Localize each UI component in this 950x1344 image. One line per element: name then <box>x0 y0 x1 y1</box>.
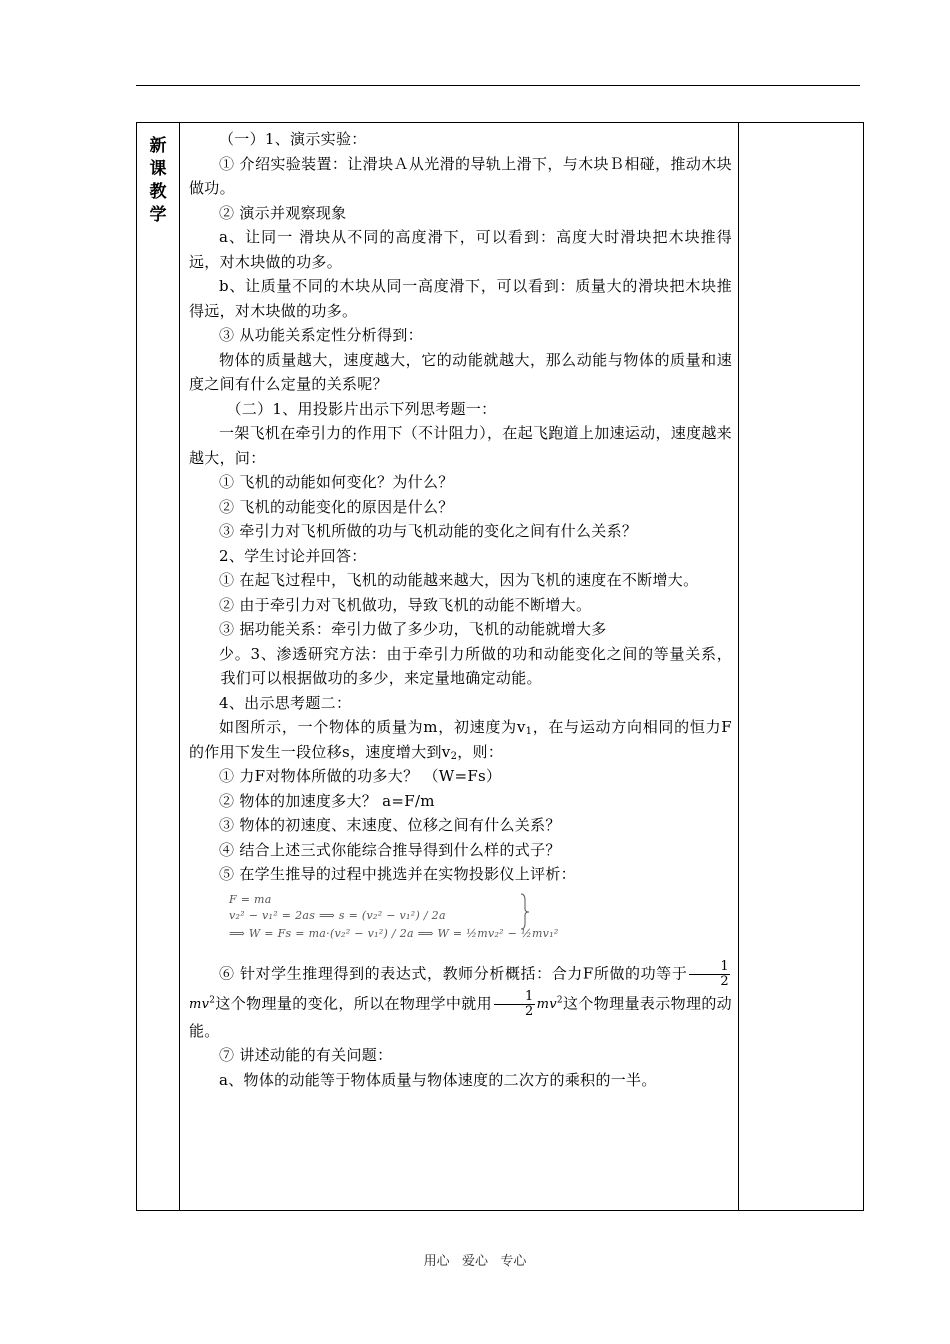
paragraph: ① 力F对物体所做的功多大？ （W=Fs） <box>219 767 502 785</box>
paragraph: 物体的质量越大，速度越大，它的动能就越大，那么动能与物体的质量和速度之间有什么定量的关系呢？ <box>189 350 732 393</box>
subscript: 2 <box>450 750 458 762</box>
paragraph: ③ 从功能关系定性分析得到： <box>219 326 423 344</box>
paragraph: ③ 牵引力对飞机所做的功与飞机动能的变化之间有什么关系？ <box>219 522 638 540</box>
mv-term: mv <box>189 997 210 1013</box>
paragraph: ③ 据功能关系：牵引力做了多少功，飞机的动能就增大多 <box>219 620 607 638</box>
paragraph: ⑦ 讲述动能的有关问题： <box>219 1046 393 1065</box>
paragraph: ① 在起飞过程中，飞机的动能越来越大，因为飞机的速度在不断增大。 <box>219 571 699 589</box>
problem-text: ，则： <box>457 742 504 761</box>
lesson-body <box>180 123 738 1098</box>
paragraph: ③ 物体的初速度、末速度、位移之间有什么关系？ <box>219 816 561 834</box>
conclusion-text: 这个物理量的变化，所以在物理学中就用 <box>215 994 493 1013</box>
notes-cell <box>739 123 864 1211</box>
paragraph: 2、学生讨论并回答： <box>219 546 367 565</box>
derivation-formula-image <box>225 891 705 941</box>
fraction-numerator: 1 <box>494 990 535 1005</box>
mv-squared <box>189 997 215 1012</box>
paragraph: ② 物体的加速度多大？ a=F/m <box>219 791 435 810</box>
paragraph: ② 演示并观察现象 <box>219 203 347 222</box>
paragraph: ② 由于牵引力对飞机做功，导致飞机的动能不断增大。 <box>219 595 592 614</box>
exponent: 2 <box>556 996 563 1006</box>
section-label: 新课教学 <box>149 136 167 225</box>
paragraph: ② 飞机的动能变化的原因是什么？ <box>219 497 454 516</box>
brace-mark <box>521 894 529 929</box>
page-footer: 用心 爱心 专心 <box>423 1254 527 1269</box>
paragraph: （二）1、用投影片出示下列思考题一： <box>226 399 497 418</box>
section-label-cell <box>137 123 180 1211</box>
fraction-numerator: 1 <box>689 960 730 975</box>
exponent: 2 <box>209 996 216 1006</box>
paragraph: 4、出示思考题二： <box>219 693 352 712</box>
paragraph: （一）1、演示实验： <box>219 130 367 148</box>
paragraph: 一架飞机在牵引力的作用下（不计阻力），在起飞跑道上加速运动，速度越来越大，问： <box>189 424 732 467</box>
subscript: 1 <box>525 726 533 737</box>
fraction-half <box>494 990 535 1019</box>
derivation-line: F = ma <box>229 892 272 906</box>
paragraph: 少。3、渗透研究方法：由于牵引力所做的功和动能变化之间的等量关系，我们可以根据做功的多少，来定量地确定动能。 <box>219 644 732 687</box>
header-rule <box>136 85 860 86</box>
fraction-denominator: 2 <box>720 974 729 989</box>
paragraph: ① 飞机的动能如何变化？为什么？ <box>219 473 454 491</box>
derivation-line: ⟹ W = Fs = ma·(v₂² − v₁²) / 2a ⟹ W = ½mv₂² − ½mv₁² <box>229 926 559 940</box>
lesson-table <box>136 122 864 1211</box>
problem-text: ，在与运动方向相同的恒力F的作用下发生一段位移s，速度增大到v <box>189 718 732 761</box>
problem-2-statement <box>189 715 732 764</box>
derivation-line: v₂² − v₁² = 2as ⟹ s = (v₂² − v₁²) / 2a <box>229 908 446 922</box>
fraction-half <box>689 960 730 989</box>
fraction-denominator: 2 <box>525 1003 534 1019</box>
paragraph: a、物体的动能等于物体质量与物体速度的二次方的乘积的一半。 <box>219 1070 657 1089</box>
mv-term: mv <box>536 997 557 1013</box>
paragraph: a、让同一 滑块从不同的高度滑下，可以看到：高度大时滑块把木块推得远，对木块做的功多。 <box>189 228 732 271</box>
problem-text: 如图所示，一个物体的质量为m，初速度为v <box>219 718 526 736</box>
conclusion-text: 这个物理量表示物理的动能。 <box>189 994 732 1040</box>
lesson-content-cell <box>180 123 739 1211</box>
paragraph: ④ 结合上述三式你能综合推导得到什么样的式子？ <box>219 840 561 859</box>
paragraph: ⑤ 在学生推导的过程中挑选并在实物投影仪上评析： <box>219 865 576 883</box>
mv-squared <box>537 997 563 1012</box>
conclusion-text: ⑥ 针对学生推理得到的表达式，教师分析概括：合力F所做的功等于 <box>219 964 688 983</box>
paragraph: ① 介绍实验装置：让滑块Ａ从光滑的导轨上滑下，与木块Ｂ相碰，推动木块做功。 <box>189 154 732 197</box>
paragraph: b、让质量不同的木块从同一高度滑下，可以看到：质量大的滑块把木块推得远，对木块做的功多。 <box>189 277 732 320</box>
conclusion-paragraph <box>189 960 732 1043</box>
